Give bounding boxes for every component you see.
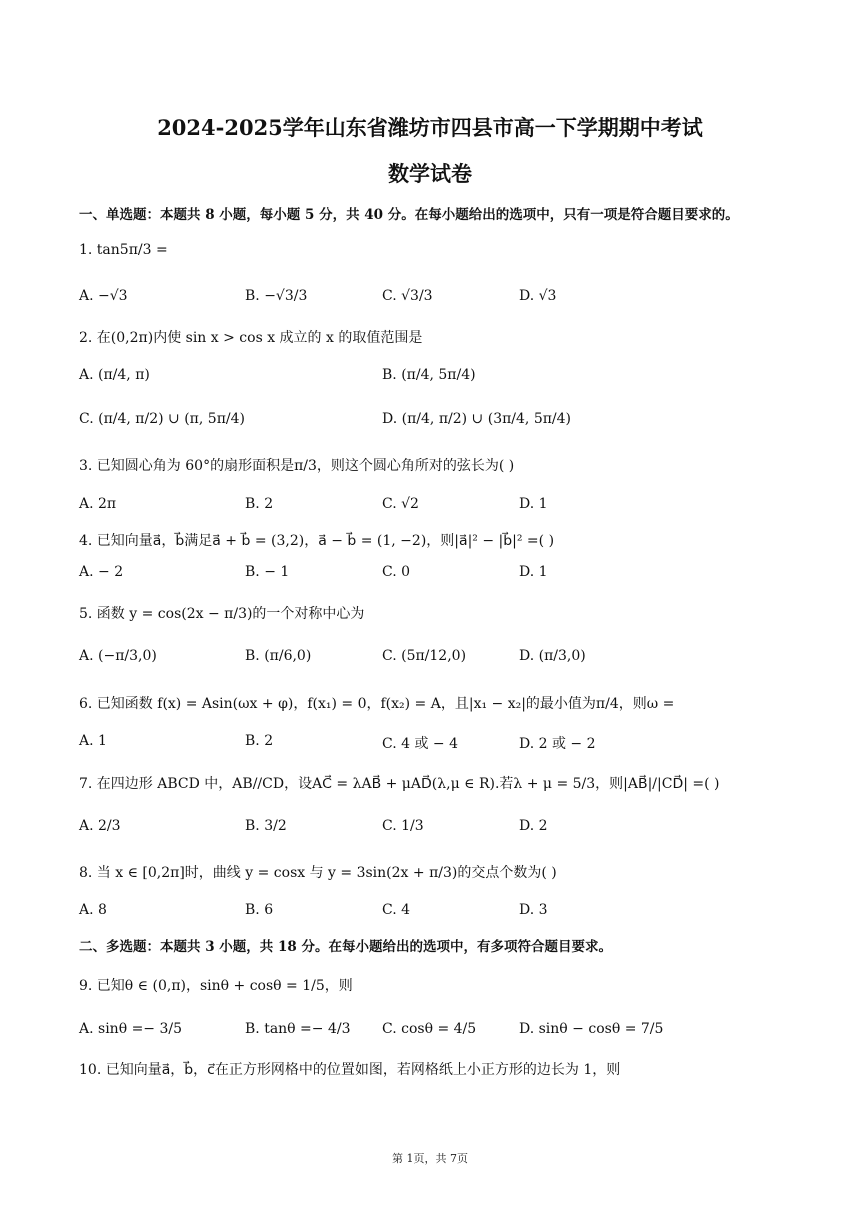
option-d[interactable]: D. sinθ − cosθ = 7/5 [519, 1021, 664, 1037]
exam-title: 2024-2025学年山东省潍坊市四县市高一下学期期中考试 [157, 115, 703, 140]
option-b[interactable]: B. 6 [245, 902, 274, 918]
question-3-options [79, 496, 799, 518]
question-9-stem: 9. 已知θ ∈ (0,π)，sinθ + cosθ = 1/5，则 [79, 978, 353, 994]
option-a[interactable]: A. 8 [79, 902, 107, 918]
option-c[interactable]: C. 0 [382, 564, 411, 580]
question-2-options-row2 [79, 411, 799, 433]
option-a[interactable]: A. 2π [79, 496, 117, 512]
page-footer: 第 1页，共 7页 [392, 1152, 468, 1165]
question-1-stem: 1. tan5π/3 = [79, 242, 168, 258]
question-8-options [79, 902, 799, 924]
option-b[interactable]: B. 3/2 [245, 818, 287, 834]
question-5-stem: 5. 函数 y = cos(2x − π/3)的一个对称中心为 [79, 606, 365, 622]
question-4-options [79, 564, 799, 586]
option-b[interactable]: B. −√3/3 [245, 288, 308, 304]
option-b[interactable]: B. 2 [245, 496, 274, 512]
option-c[interactable]: C. (π/4, π/2) ∪ (π, 5π/4) [79, 411, 245, 427]
option-b[interactable]: B. (π/6,0) [245, 648, 312, 664]
option-a[interactable]: A. −√3 [79, 288, 128, 304]
option-a[interactable]: A. sinθ =− 3/5 [79, 1021, 183, 1037]
question-4-stem: 4. 已知向量a⃗，b⃗满足a⃗ + b⃗ = (3,2)，a⃗ − b⃗ = (1, −2)，则|a⃗|² − |b⃗|² =( ) [79, 533, 555, 549]
question-1-options [79, 288, 799, 310]
option-d[interactable]: D. 3 [519, 902, 548, 918]
option-d[interactable]: D. 1 [519, 564, 548, 580]
option-b[interactable]: B. 2 [245, 733, 274, 749]
question-2-stem: 2. 在(0,2π)内使 sin x > cos x 成立的 x 的取值范围是 [79, 330, 423, 346]
question-10-stem: 10. 已知向量a⃗，b⃗，c⃗在正方形网格中的位置如图，若网格纸上小正方形的边长为 1，则 [79, 1062, 621, 1078]
option-c[interactable]: C. √3/3 [382, 288, 433, 304]
question-7-options [79, 818, 799, 840]
option-a[interactable]: A. − 2 [79, 564, 124, 580]
question-5-options [79, 648, 799, 670]
option-c[interactable]: C. cosθ = 4/5 [382, 1021, 477, 1037]
option-c[interactable]: C. 4 [382, 902, 411, 918]
option-c[interactable]: C. 1/3 [382, 818, 424, 834]
exam-subtitle: 数学试卷 [388, 161, 472, 186]
option-b[interactable]: B. tanθ =− 4/3 [245, 1021, 351, 1037]
section-heading-single-choice: 一、单选题：本题共 8 小题，每小题 5 分，共 40 分。在每小题给出的选项中，只有一项是符合题目要求的。 [79, 207, 739, 223]
option-a[interactable]: A. 2/3 [79, 818, 121, 834]
option-b[interactable]: B. (π/4, 5π/4) [382, 367, 476, 383]
question-2-options-row1 [79, 367, 799, 389]
option-c[interactable]: C. 4 或 − 4 [382, 736, 459, 752]
option-d[interactable]: D. 1 [519, 496, 548, 512]
question-3-stem: 3. 已知圆心角为 60°的扇形面积是π/3，则这个圆心角所对的弦长为( ) [79, 458, 515, 474]
question-8-stem: 8. 当 x ∈ [0,2π]时，曲线 y = cosx 与 y = 3sin(2x + π/3)的交点个数为( ) [79, 865, 557, 881]
question-7-stem: 7. 在四边形 ABCD 中，AB//CD，设AC⃗ = λAB⃗ + μAD⃗(λ,μ ∈ R).若λ + μ = 5/3，则|AB⃗|/|CD⃗| =( ) [79, 776, 720, 792]
option-c[interactable]: C. √2 [382, 496, 419, 512]
question-9-options [79, 1021, 799, 1043]
option-d[interactable]: D. (π/3,0) [519, 648, 586, 664]
section-heading-multi-choice: 二、多选题：本题共 3 小题，共 18 分。在每小题给出的选项中，有多项符合题目要求。 [79, 939, 612, 955]
question-6-stem: 6. 已知函数 f(x) = Asin(ωx + φ)，f(x₁) = 0，f(x₂) = A，且|x₁ − x₂|的最小值为π/4，则ω = [79, 696, 675, 712]
option-a[interactable]: A. (π/4, π) [79, 367, 150, 383]
option-d[interactable]: D. √3 [519, 288, 557, 304]
question-6-options [79, 733, 799, 755]
option-d[interactable]: D. (π/4, π/2) ∪ (3π/4, 5π/4) [382, 411, 572, 427]
option-d[interactable]: D. 2 [519, 818, 548, 834]
option-b[interactable]: B. − 1 [245, 564, 290, 580]
option-a[interactable]: A. (−π/3,0) [79, 648, 157, 664]
option-c[interactable]: C. (5π/12,0) [382, 648, 467, 664]
option-d[interactable]: D. 2 或 − 2 [519, 736, 596, 752]
option-a[interactable]: A. 1 [79, 733, 107, 749]
